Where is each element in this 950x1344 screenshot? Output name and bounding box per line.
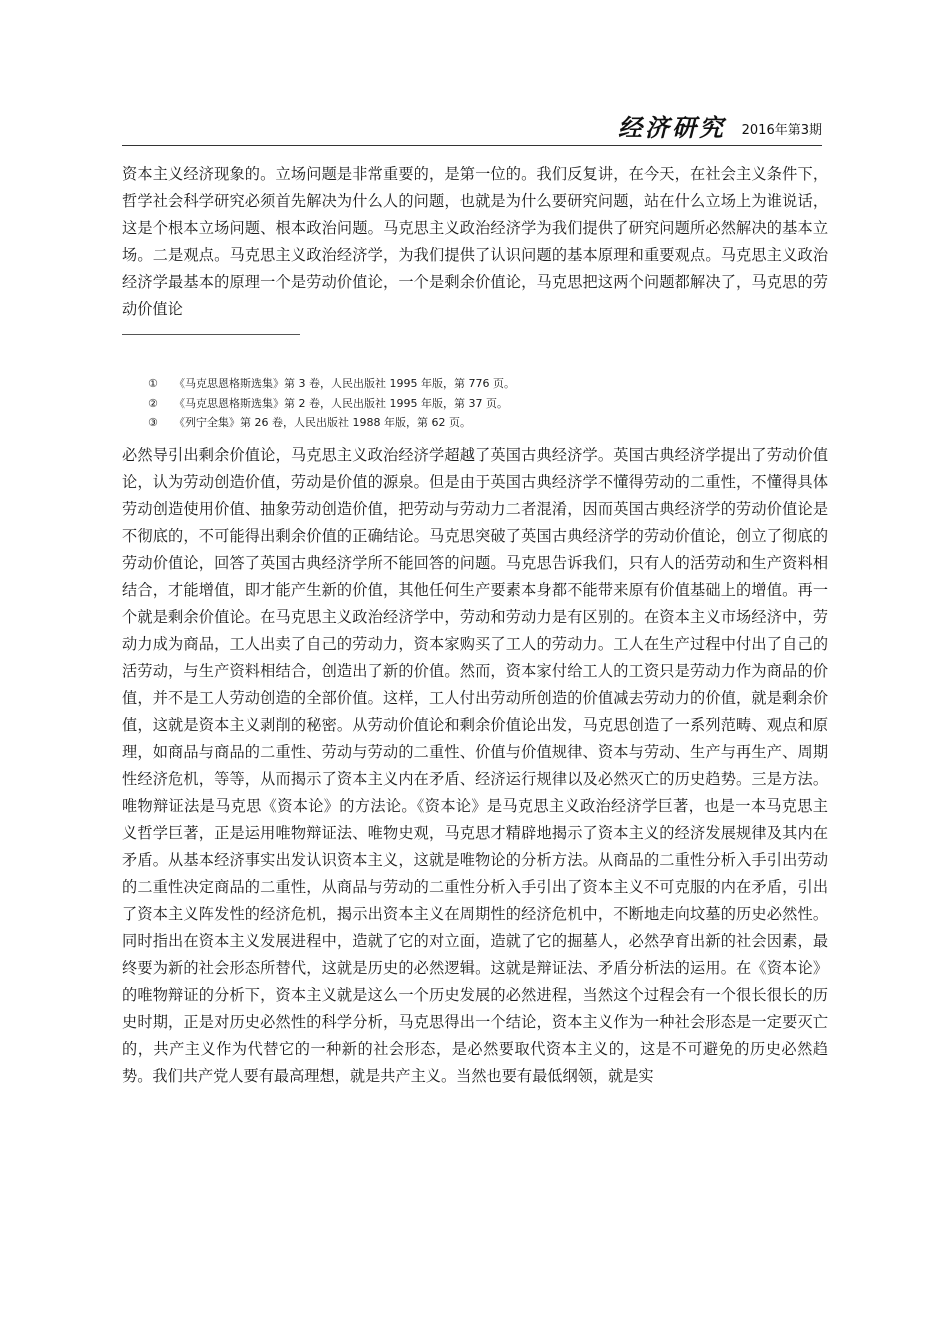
footnote-item	[148, 413, 798, 433]
journal-title: 经济研究	[618, 113, 726, 142]
footnote-item	[148, 394, 798, 414]
footnote-item	[148, 374, 798, 394]
issue-label: 2016年第3期	[741, 123, 822, 138]
footnote-text: 《列宁全集》第 26 卷，人民出版社 1988 年版，第 62 页。	[174, 416, 471, 429]
footnote-text: 《马克思恩格斯选集》第 2 卷，人民出版社 1995 年版，第 37 页。	[174, 396, 508, 410]
footnote-text: 《马克思恩格斯选集》第 3 卷，人民出版社 1995 年版，第 776 页。	[174, 377, 515, 390]
body-paragraph-1: 资本主义经济现象的。立场问题是非常重要的，是第一位的。我们反复讲，在今天，在社会主义条件下，哲学社会科学研究必须首先解决为什么人的问题，也就是为什么要研究问题，站在什么立场上为谁说话，这是个根本立场问题、根本政治问题。马克思主义政治经济学为我们提供了研究问题所必然解决的基本立场。二是观点。马克思主义政治经济学，为我们提供了认识问题的基本原理和重要观点。马克思主义政治经济学最基本的原理一个是劳动价值论，一个是剩余价值论，马克思把这两个问题都解决了，马克思的劳动价值论	[122, 165, 828, 318]
footnote-marker: ②	[148, 396, 158, 410]
header-rule	[122, 145, 822, 146]
footnote-rule	[122, 334, 300, 335]
page-header	[122, 112, 822, 146]
footnote-marker: ①	[148, 377, 158, 390]
footnote-marker: ③	[148, 416, 158, 429]
body-paragraph-2: 必然导引出剩余价值论，马克思主义政治经济学超越了英国古典经济学。英国古典经济学提出了劳动价值论，认为劳动创造价值，劳动是价值的源泉。但是由于英国古典经济学不懂得劳动的二重性，不懂得具体劳动创造使用价值、抽象劳动创造价值，把劳动与劳动力二者混淆，因而英国古典经济学的劳动价值论是不彻底的，不可能得出剩余价值的正确结论。马克思突破了英国古典经济学的劳动价值论，创立了彻底的劳动价值论，回答了英国古典经济学所不能回答的问题。马克思告诉我们，只有人的活劳动和生产资料相结合，才能增值，即才能产生新的价值，其他任何生产要素本身都不能带来原有价值基础上的增值。再一个就是剩余价值论。在马克思主义政治经济学中，劳动和劳动力是有区别的。在资本主义市场经济中，劳动力成为商品，工人出卖了自己的劳动力，资本家购买了工人的劳动力。工人在生产过程中付出了自己的活劳动，与生产资料相结合，创造出了新的价值。然而，资本家付给工人的工资只是劳动力作为商品的价值，并不是工人劳动创造的全部价值。这样，工人付出劳动所创造的价值减去劳动力的价值，就是剩余价值，这就是资本主义剥削的秘密。从劳动价值论和剩余价值论出发，马克思创造了一系列范畴、观点和原理，如商品与商品的二重性、劳动与劳动的二重性、价值与价值规律、资本与劳动、生产与再生产、周期性经济危机，等等，从而揭示了资本主义内在矛盾、经济运行规律以及必然灭亡的历史趋势。三是方法。唯物辩证法是马克思《资本论》的方法论。《资本论》是马克思主义政治经济学巨著，也是一本马克思主义哲学巨著，正是运用唯物辩证法、唯物史观，马克思才精辟地揭示了资本主义的经济发展规律及其内在矛盾。从基本经济事实出发认识资本主义，这就是唯物论的分析方法。从商品的二重性分析入手引出劳动的二重性决定商品的二重性，从商品与劳动的二重性分析入手引出了资本主义不可克服的内在矛盾，引出了资本主义阵发性的经济危机，揭示出资本主义在周期性的经济危机中，不断地走向坟墓的历史必然性。同时指出在资本主义发展进程中，造就了它的对立面，造就了它的掘墓人，必然孕育出新的社会因素，最终要为新的社会形态所替代，这就是历史的必然逻辑。这就是辩证法、矛盾分析法的运用。在《资本论》的唯物辩证的分析下，资本主义就是这么一个历史发展的必然进程，当然这个过程会有一个很长很长的历史时期，正是对历史必然性的科学分析，马克思得出一个结论，资本主义作为一种社会形态是一定要灭亡的，共产主义作为代替它的一种新的社会形态，是必然要取代资本主义的，这是不可避免的历史必然趋势。我们共产党人要有最高理想，就是共产主义。当然也要有最低纲领，就是实	[122, 446, 828, 1085]
footnote-list	[148, 374, 798, 433]
